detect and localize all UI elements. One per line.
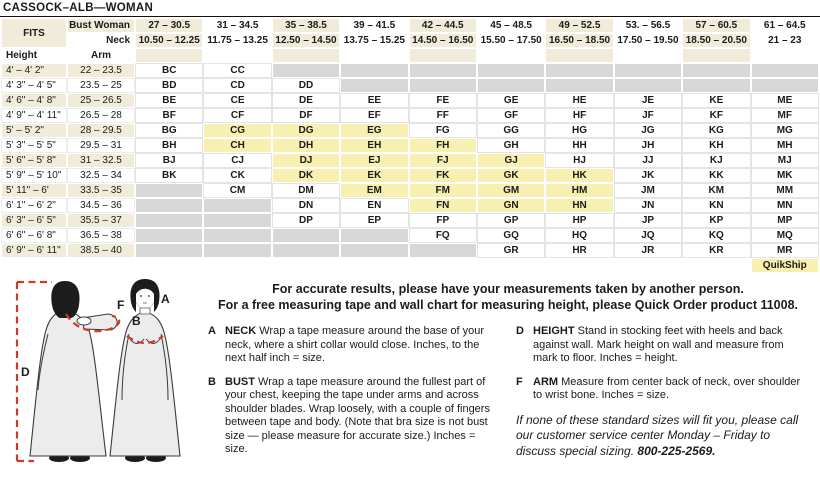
spacer-cell <box>615 49 681 62</box>
arm-column-label: Arm <box>90 50 111 61</box>
size-code-cell: GE <box>478 94 544 107</box>
size-code-cell: GF <box>478 109 544 122</box>
neck-range-cell: 13.75 – 15.25 <box>341 34 407 47</box>
spacer-cell <box>410 49 476 62</box>
size-code-cell: DM <box>273 184 339 197</box>
size-code-cell: CE <box>204 94 270 107</box>
head-back-view <box>51 281 79 318</box>
table-body <box>2 64 818 272</box>
neck-range-cell: 10.50 – 12.25 <box>136 34 202 47</box>
hand <box>77 317 91 325</box>
arm-cell: 31 – 32.5 <box>68 154 134 167</box>
neck-range-cell: 11.75 – 13.25 <box>204 34 270 47</box>
height-cell: 5' 3" – 5' 5" <box>2 139 66 152</box>
height-cell: 5' 6" – 5' 8" <box>2 154 66 167</box>
arm-cell: 25 – 26.5 <box>68 94 134 107</box>
table-row <box>2 109 818 122</box>
size-code-cell: MM <box>752 184 818 197</box>
page-title: CASSOCK–ALB—WOMAN <box>0 0 820 17</box>
size-code-cell: KQ <box>683 229 749 242</box>
size-code-cell: EE <box>341 94 407 107</box>
na-cell <box>136 214 202 227</box>
table-header <box>2 19 818 62</box>
spacer-cell <box>136 49 202 62</box>
na-cell <box>136 184 202 197</box>
na-cell <box>615 64 681 77</box>
instruction-height <box>516 325 808 366</box>
size-code-cell: DJ <box>273 154 339 167</box>
cassock-front-view <box>110 312 180 456</box>
size-code-cell: MJ <box>752 154 818 167</box>
size-code-cell: DD <box>273 79 339 92</box>
size-code-cell: CD <box>204 79 270 92</box>
table-row <box>2 244 818 257</box>
size-code-cell: KE <box>683 94 749 107</box>
instruction-term: ARM <box>533 375 559 388</box>
height-cell: 4' 6" – 4' 8" <box>2 94 66 107</box>
size-code-cell: JM <box>615 184 681 197</box>
size-code-cell: KH <box>683 139 749 152</box>
special-sizing-text: If none of these standard sizes will fit you, please call our customer service center Monday – Friday to discuss special sizing. <box>516 412 799 458</box>
size-code-cell: HJ <box>546 154 612 167</box>
height-cell: 4' – 4' 2" <box>2 64 66 77</box>
instructions-left <box>208 325 500 467</box>
size-code-cell: GP <box>478 214 544 227</box>
size-code-cell: DE <box>273 94 339 107</box>
height-cell: 6' 3" – 6' 5" <box>2 214 66 227</box>
figure-label-b: B <box>132 314 141 328</box>
instructions-right <box>516 325 808 467</box>
na-cell <box>273 244 339 257</box>
na-cell <box>546 79 612 92</box>
instruction-body: Stand in stocking feet with heels and back against wall. Mark height on wall and measure from mark to floor. Inches = height. <box>533 325 784 364</box>
na-cell <box>410 244 476 257</box>
na-cell <box>615 79 681 92</box>
neck-range-cell: 18.50 – 20.50 <box>683 34 749 47</box>
size-code-cell: KM <box>683 184 749 197</box>
height-cell: 4' 9" – 4' 11" <box>2 109 66 122</box>
size-code-cell: FG <box>410 124 476 137</box>
instruction-letter: B <box>208 375 216 388</box>
neck-range-cell: 12.50 – 14.50 <box>273 34 339 47</box>
size-code-cell: GN <box>478 199 544 212</box>
size-code-cell: FQ <box>410 229 476 242</box>
na-cell <box>204 214 270 227</box>
na-cell <box>341 244 407 257</box>
instruction-term: NECK <box>225 325 257 337</box>
size-code-cell: JR <box>615 244 681 257</box>
spacer-cell <box>683 49 749 62</box>
size-code-cell: EN <box>341 199 407 212</box>
neck-range-cell: 17.50 – 19.50 <box>615 34 681 47</box>
na-cell <box>341 64 407 77</box>
size-code-cell: MP <box>752 214 818 227</box>
measuring-section <box>0 274 820 479</box>
instruction-text <box>225 376 500 457</box>
figure-label-d: D <box>21 365 30 379</box>
eye <box>148 295 150 297</box>
size-code-cell: FF <box>410 109 476 122</box>
instruction-term: HEIGHT <box>533 325 575 337</box>
instruction-letter: A <box>208 325 216 337</box>
bust-range-cell: 31 – 34.5 <box>204 19 270 32</box>
size-code-cell: CH <box>204 139 270 152</box>
na-cell <box>204 244 270 257</box>
size-code-cell: DN <box>273 199 339 212</box>
size-code-cell: HQ <box>546 229 612 242</box>
size-code-cell: HG <box>546 124 612 137</box>
bust-woman-label: Bust Woman <box>68 19 134 32</box>
size-code-cell: DH <box>273 139 339 152</box>
figure-label-f: F <box>117 298 125 312</box>
size-code-cell: EJ <box>341 154 407 167</box>
collar <box>140 308 150 314</box>
size-code-cell: KJ <box>683 154 749 167</box>
na-cell <box>683 79 749 92</box>
size-code-cell: HE <box>546 94 612 107</box>
size-code-cell: MH <box>752 139 818 152</box>
na-cell <box>752 79 818 92</box>
size-code-cell: HN <box>546 199 612 212</box>
instruction-body: Wrap a tape measure around the base of your neck, where a shirt collar would close. Inches, to the next half inch = size. <box>225 325 485 364</box>
na-cell <box>136 199 202 212</box>
arm-cell: 29.5 – 31 <box>68 139 134 152</box>
size-code-cell: KN <box>683 199 749 212</box>
size-code-cell: FM <box>410 184 476 197</box>
size-code-cell: GM <box>478 184 544 197</box>
arm-cell: 23.5 – 25 <box>68 79 134 92</box>
bust-range-cell: 42 – 44.5 <box>410 19 476 32</box>
size-code-cell: CG <box>204 124 270 137</box>
height-cell: 6' 9" – 6' 11" <box>2 244 66 257</box>
header-row-height-arm <box>2 49 818 62</box>
spacer-cell <box>341 49 407 62</box>
instruction-letter: D <box>516 325 524 337</box>
table-row <box>2 139 818 152</box>
height-cell: 6' 1" – 6' 2" <box>2 199 66 212</box>
size-code-cell: EK <box>341 169 407 182</box>
quikship-row <box>2 259 818 272</box>
instruction-text <box>533 325 808 366</box>
size-code-cell: GJ <box>478 154 544 167</box>
size-code-cell: BE <box>136 94 202 107</box>
table-row <box>2 79 818 92</box>
instruction-letter: F <box>516 375 523 388</box>
bust-range-cell: 35 – 38.5 <box>273 19 339 32</box>
size-code-cell: MF <box>752 109 818 122</box>
size-code-cell: FN <box>410 199 476 212</box>
instructions-columns <box>208 325 808 467</box>
size-code-cell: BC <box>136 64 202 77</box>
size-code-cell: EP <box>341 214 407 227</box>
size-code-cell: HF <box>546 109 612 122</box>
instruction-body: Measure from center back of neck, over shoulder to wrist bone. Inches = size. <box>533 375 801 401</box>
na-cell <box>273 229 339 242</box>
height-cell: 5' 11" – 6' <box>2 184 66 197</box>
size-code-cell: BH <box>136 139 202 152</box>
figure-illustration <box>8 276 204 479</box>
special-sizing-note <box>516 413 808 460</box>
size-code-cell: MG <box>752 124 818 137</box>
size-code-cell: DP <box>273 214 339 227</box>
height-cell: 5' – 5' 2" <box>2 124 66 137</box>
na-cell <box>546 64 612 77</box>
spacer-cell <box>752 49 818 62</box>
arm-cell: 38.5 – 40 <box>68 244 134 257</box>
size-code-cell: KF <box>683 109 749 122</box>
size-code-cell: FP <box>410 214 476 227</box>
table-row <box>2 94 818 107</box>
size-code-cell: JN <box>615 199 681 212</box>
size-code-cell: HR <box>546 244 612 257</box>
size-code-cell: KK <box>683 169 749 182</box>
arm-cell: 35.5 – 37 <box>68 214 134 227</box>
header-row-neck <box>2 34 818 47</box>
bust-range-cell: 57 – 60.5 <box>683 19 749 32</box>
na-cell <box>752 64 818 77</box>
size-code-cell: JJ <box>615 154 681 167</box>
instruction-text <box>533 376 808 403</box>
size-code-cell: CJ <box>204 154 270 167</box>
na-cell <box>410 79 476 92</box>
size-code-cell: HP <box>546 214 612 227</box>
size-code-cell: MN <box>752 199 818 212</box>
height-cell: 6' 6" – 6' 8" <box>2 229 66 242</box>
arm-cell: 22 – 23.5 <box>68 64 134 77</box>
bust-range-cell: 61 – 64.5 <box>752 19 818 32</box>
instruction-term: BUST <box>225 375 255 388</box>
size-code-cell: KR <box>683 244 749 257</box>
table-row <box>2 229 818 242</box>
size-code-cell: EM <box>341 184 407 197</box>
arm-cell: 32.5 – 34 <box>68 169 134 182</box>
size-code-cell: FK <box>410 169 476 182</box>
size-code-cell: GG <box>478 124 544 137</box>
table-row <box>2 169 818 182</box>
size-code-cell: JQ <box>615 229 681 242</box>
size-code-cell: KG <box>683 124 749 137</box>
neck-range-cell: 16.50 – 18.50 <box>546 34 612 47</box>
eye <box>140 295 142 297</box>
na-cell <box>136 229 202 242</box>
size-code-cell: FH <box>410 139 476 152</box>
header-row-bust <box>2 19 818 32</box>
size-code-cell: GR <box>478 244 544 257</box>
bust-range-cell: 49 – 52.5 <box>546 19 612 32</box>
bust-range-cell: 53. – 56.5 <box>615 19 681 32</box>
size-code-cell: ME <box>752 94 818 107</box>
figure-label-a: A <box>161 292 170 306</box>
instruction-arm <box>516 376 808 403</box>
intro-line-1: For accurate results, please have your measurements taken by another person. <box>272 282 744 296</box>
size-code-cell: EH <box>341 139 407 152</box>
table-row <box>2 214 818 227</box>
table-row <box>2 124 818 137</box>
size-code-cell: BF <box>136 109 202 122</box>
size-code-cell: CC <box>204 64 270 77</box>
size-code-cell: JG <box>615 124 681 137</box>
bust-range-cell: 27 – 30.5 <box>136 19 202 32</box>
size-code-cell: BD <box>136 79 202 92</box>
neck-label: Neck <box>68 34 134 47</box>
size-code-cell: CK <box>204 169 270 182</box>
arm-cell: 36.5 – 38 <box>68 229 134 242</box>
notes-panel <box>204 276 812 479</box>
na-cell <box>273 64 339 77</box>
arm-cell: 28 – 29.5 <box>68 124 134 137</box>
size-code-cell: MQ <box>752 229 818 242</box>
na-cell <box>410 64 476 77</box>
size-code-cell: JE <box>615 94 681 107</box>
na-cell <box>478 79 544 92</box>
na-cell <box>136 244 202 257</box>
height-cell: 4' 3" – 4' 5" <box>2 79 66 92</box>
na-cell <box>204 199 270 212</box>
phone-number: 800-225-2569. <box>637 443 716 458</box>
intro-text <box>208 281 808 313</box>
bust-range-cell: 45 – 48.5 <box>478 19 544 32</box>
spacer-cell <box>546 49 612 62</box>
table-row <box>2 199 818 212</box>
size-code-cell: KP <box>683 214 749 227</box>
size-code-cell: JH <box>615 139 681 152</box>
size-code-cell: FE <box>410 94 476 107</box>
arm-cell: 26.5 – 28 <box>68 109 134 122</box>
size-code-cell: GQ <box>478 229 544 242</box>
bust-range-cell: 39 – 41.5 <box>341 19 407 32</box>
size-code-cell: FJ <box>410 154 476 167</box>
table-row <box>2 184 818 197</box>
fits-label: FITS <box>2 19 66 47</box>
neck-range-cell: 14.50 – 16.50 <box>410 34 476 47</box>
height-column-label: Height <box>6 50 38 61</box>
size-code-cell: CF <box>204 109 270 122</box>
height-cell: 5' 9" – 5' 10" <box>2 169 66 182</box>
size-code-cell: JP <box>615 214 681 227</box>
instruction-neck <box>208 325 500 366</box>
size-code-cell: MK <box>752 169 818 182</box>
size-code-cell: HK <box>546 169 612 182</box>
measurement-figure-svg <box>8 276 200 474</box>
size-code-cell: DF <box>273 109 339 122</box>
quikship-legend: QuikShip <box>752 259 818 272</box>
size-code-cell: CM <box>204 184 270 197</box>
na-cell <box>683 64 749 77</box>
size-code-cell: DG <box>273 124 339 137</box>
instruction-body: Wrap a tape measure around the fullest part of your chest, keeping the tape under arms and across shoulder blades. Wrap loosely, with a couple of fingers between tape and body. (Note that bra size is not bust size — please measure for accurate size.) Inches = size. <box>225 375 490 455</box>
size-code-cell: JF <box>615 109 681 122</box>
size-code-cell: EG <box>341 124 407 137</box>
spacer-cell <box>2 259 750 272</box>
size-code-cell: BG <box>136 124 202 137</box>
spacer-cell <box>273 49 339 62</box>
size-code-cell: GK <box>478 169 544 182</box>
neck-range-cell: 15.50 – 17.50 <box>478 34 544 47</box>
spacer-cell <box>204 49 270 62</box>
size-code-cell: HH <box>546 139 612 152</box>
size-code-cell: JK <box>615 169 681 182</box>
na-cell <box>204 229 270 242</box>
na-cell <box>478 64 544 77</box>
size-code-cell: HM <box>546 184 612 197</box>
na-cell <box>341 229 407 242</box>
size-code-cell: BK <box>136 169 202 182</box>
size-chart-table <box>0 17 820 274</box>
size-code-cell: EF <box>341 109 407 122</box>
intro-line-2: For a free measuring tape and wall chart for measuring height, please Quick Order product 11008. <box>217 298 799 312</box>
instruction-bust <box>208 376 500 457</box>
size-code-cell: BJ <box>136 154 202 167</box>
size-code-cell: GH <box>478 139 544 152</box>
na-cell <box>341 79 407 92</box>
neck-range-cell: 21 – 23 <box>752 34 818 47</box>
spacer-cell <box>478 49 544 62</box>
arm-cell: 34.5 – 36 <box>68 199 134 212</box>
table-row <box>2 64 818 77</box>
table-row <box>2 154 818 167</box>
instruction-text <box>225 325 500 366</box>
size-code-cell: MR <box>752 244 818 257</box>
size-code-cell: DK <box>273 169 339 182</box>
arm-cell: 33.5 – 35 <box>68 184 134 197</box>
